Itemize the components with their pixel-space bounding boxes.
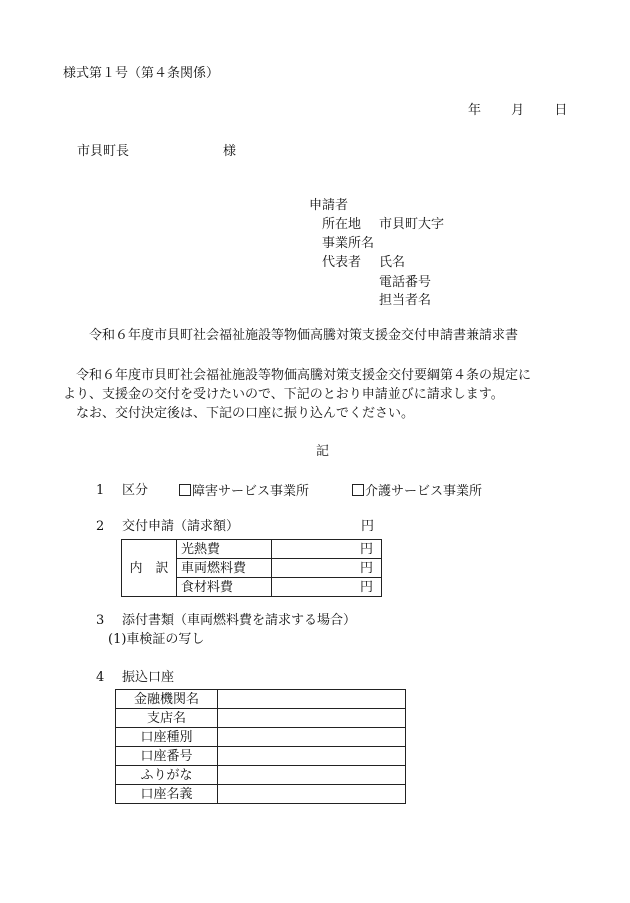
checkbox-icon <box>352 484 364 496</box>
section2-number: 2 <box>96 519 105 534</box>
address-label: 所在地 <box>322 217 362 232</box>
date-month: 月 <box>511 103 525 118</box>
section3-number: 3 <box>96 613 105 628</box>
table-row <box>116 728 406 747</box>
breakdown-item-amount[interactable]: 円 <box>272 578 382 597</box>
section4-label: 振込口座 <box>122 670 175 685</box>
bank-field-label: ふりがな <box>116 766 218 785</box>
bank-field-value[interactable] <box>218 766 406 785</box>
breakdown-item-amount[interactable]: 円 <box>272 540 382 559</box>
addressee-name: 市貝町長 <box>77 144 130 159</box>
body-line-3: なお、交付決定後は、下記の口座に振り込んでください。 <box>76 406 415 421</box>
addressee-honorific: 様 <box>223 144 237 159</box>
date-day: 日 <box>554 103 568 118</box>
breakdown-label-cell: 内 訳 <box>122 540 177 597</box>
bank-field-label: 支店名 <box>116 709 218 728</box>
breakdown-item-name: 食材料費 <box>177 578 272 597</box>
date-year: 年 <box>468 103 482 118</box>
bank-field-label: 口座番号 <box>116 747 218 766</box>
checkbox-icon <box>179 484 191 496</box>
section1-number: 1 <box>96 483 105 498</box>
name-label: 氏名 <box>379 255 406 270</box>
form-number: 様式第１号（第４条関係） <box>63 66 220 81</box>
body-line-2: より、支援金の交付を受けたいので、下記のとおり申請並びに請求します。 <box>63 387 504 402</box>
bank-field-label: 金融機関名 <box>116 690 218 709</box>
section3-item: (1)車検証の写し <box>108 632 205 647</box>
option-care-label: 介護サービス事業所 <box>365 484 483 499</box>
breakdown-item-name: 光熱費 <box>177 540 272 559</box>
option-care-checkbox[interactable] <box>352 484 482 498</box>
contact-label: 担当者名 <box>379 293 432 308</box>
section3-label: 添付書類（車両燃料費を請求する場合） <box>122 613 357 628</box>
bank-field-value[interactable] <box>218 690 406 709</box>
section2-label: 交付申請（請求額） <box>122 519 240 534</box>
bank-field-label: 口座名義 <box>116 785 218 804</box>
address-value: 市貝町大字 <box>379 217 445 232</box>
option-disability-checkbox[interactable] <box>179 484 309 498</box>
bank-account-table <box>115 689 406 804</box>
table-row <box>116 747 406 766</box>
breakdown-table <box>121 539 382 597</box>
breakdown-item-amount[interactable]: 円 <box>272 559 382 578</box>
table-row <box>116 709 406 728</box>
date-line <box>468 104 567 117</box>
table-row <box>116 690 406 709</box>
bank-field-value[interactable] <box>218 709 406 728</box>
document-title: 令和６年度市貝町社会福祉施設等物価高騰対策支援金交付申請書兼請求書 <box>89 328 519 343</box>
bank-field-value[interactable] <box>218 785 406 804</box>
section2-total-unit: 円 <box>361 519 375 534</box>
section1-label: 区分 <box>122 483 149 498</box>
table-row <box>122 540 382 559</box>
bank-field-label: 口座種別 <box>116 728 218 747</box>
office-label: 事業所名 <box>322 236 375 251</box>
body-line-1: 令和６年度市貝町社会福祉施設等物価高騰対策支援金交付要綱第４条の規定に <box>76 368 532 383</box>
bank-field-value[interactable] <box>218 747 406 766</box>
section4-number: 4 <box>96 670 105 685</box>
applicant-heading: 申請者 <box>309 198 349 213</box>
table-row <box>116 785 406 804</box>
bank-field-value[interactable] <box>218 728 406 747</box>
table-row <box>116 766 406 785</box>
ki-heading: 記 <box>316 444 330 459</box>
phone-label: 電話番号 <box>379 275 432 290</box>
option-disability-label: 障害サービス事業所 <box>192 484 310 499</box>
rep-label: 代表者 <box>322 255 362 270</box>
breakdown-item-name: 車両燃料費 <box>177 559 272 578</box>
